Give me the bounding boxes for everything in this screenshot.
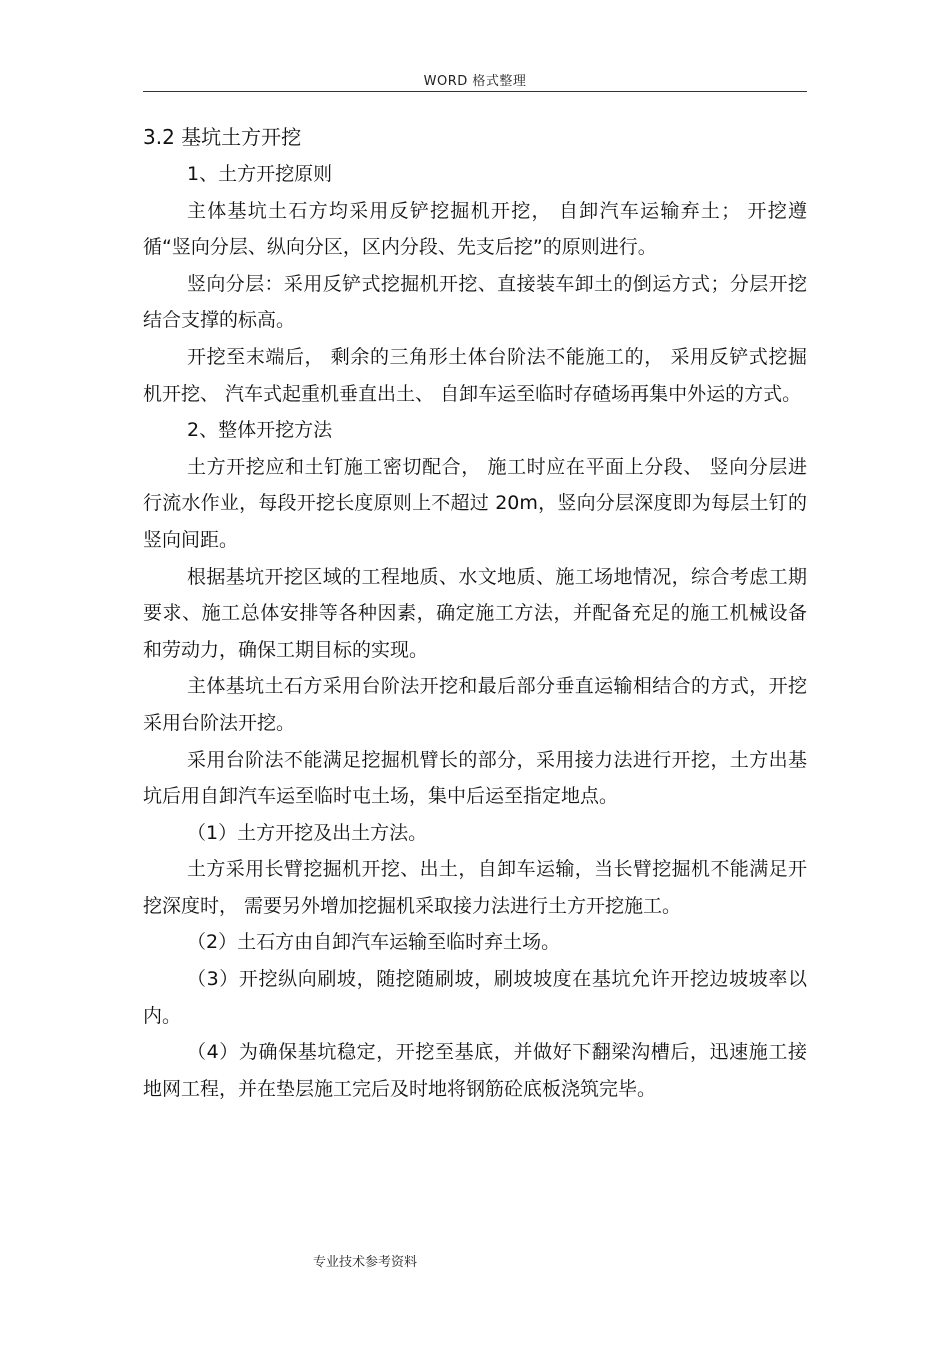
item-2: （2）土石方由自卸汽车运输至临时弃土场。 [187, 931, 561, 954]
paragraph-conditions: 根据基坑开挖区域的工程地质、水文地质、施工场地情况，综合考虑工期要求、施工总体安排等各种因素，确定施工方法，并配备充足的施工机械设备和劳动力，确保工期目标的实现。 [143, 565, 807, 661]
paragraph-relay-method: 采用台阶法不能满足挖掘机臂长的部分，采用接力法进行开挖，土方出基坑后用自卸汽车运至临时屯土场，集中后运至指定地点。 [143, 748, 807, 808]
paragraph-overview: 主体基坑土石方均采用反铲挖掘机开挖， 自卸汽车运输弃土； 开挖遵循“竖向分层、纵向分区，区内分段、先支后挖”的原则进行。 [143, 199, 807, 259]
item-1-heading: （1）土方开挖及出土方法。 [187, 821, 428, 844]
paragraph-end-excavation: 开挖至末端后， 剩余的三角形土体台阶法不能施工的， 采用反铲式挖掘机开挖、 汽车式起重机垂直出土、 自卸车运至临时存碴场再集中外运的方式。 [143, 345, 807, 405]
paragraph-vertical-layering: 竖向分层：采用反铲式挖掘机开挖、直接装车卸土的倒运方式；分层开挖结合支撑的标高。 [143, 272, 807, 332]
document-body [143, 118, 807, 1107]
page-footer: 专业技术参考资料 [313, 1255, 418, 1270]
header-divider [143, 91, 807, 92]
item-4: （4）为确保基坑稳定，开挖至基底，并做好下翻梁沟槽后，迅速施工接地网工程，并在垫层施工完后及时地将钢筋砼底板浇筑完毕。 [143, 1041, 807, 1100]
subheading-method: 2、整体开挖方法 [187, 419, 333, 442]
section-title: 3.2 基坑土方开挖 [143, 125, 302, 149]
page-header: WORD 格式整理 [423, 74, 527, 89]
subheading-principle: 1、土方开挖原则 [187, 163, 333, 185]
paragraph-long-arm: 土方采用长臂挖掘机开挖、出土，自卸车运输，当长臂挖掘机不能满足开挖深度时， 需要另外增加挖掘机采取接力法进行土方开挖施工。 [143, 858, 807, 917]
paragraph-coordination: 土方开挖应和土钉施工密切配合， 施工时应在平面上分段、 竖向分层进行流水作业，每段开挖长度原则上不超过 20m，竖向分层深度即为每层土钉的竖向间距。 [143, 455, 807, 551]
item-3: （3）开挖纵向刷坡，随挖随刷坡，刷坡坡度在基坑允许开挖边坡坡率以内。 [143, 968, 807, 1027]
paragraph-bench-method: 主体基坑土石方采用台阶法开挖和最后部分垂直运输相结合的方式，开挖采用台阶法开挖。 [143, 675, 807, 734]
